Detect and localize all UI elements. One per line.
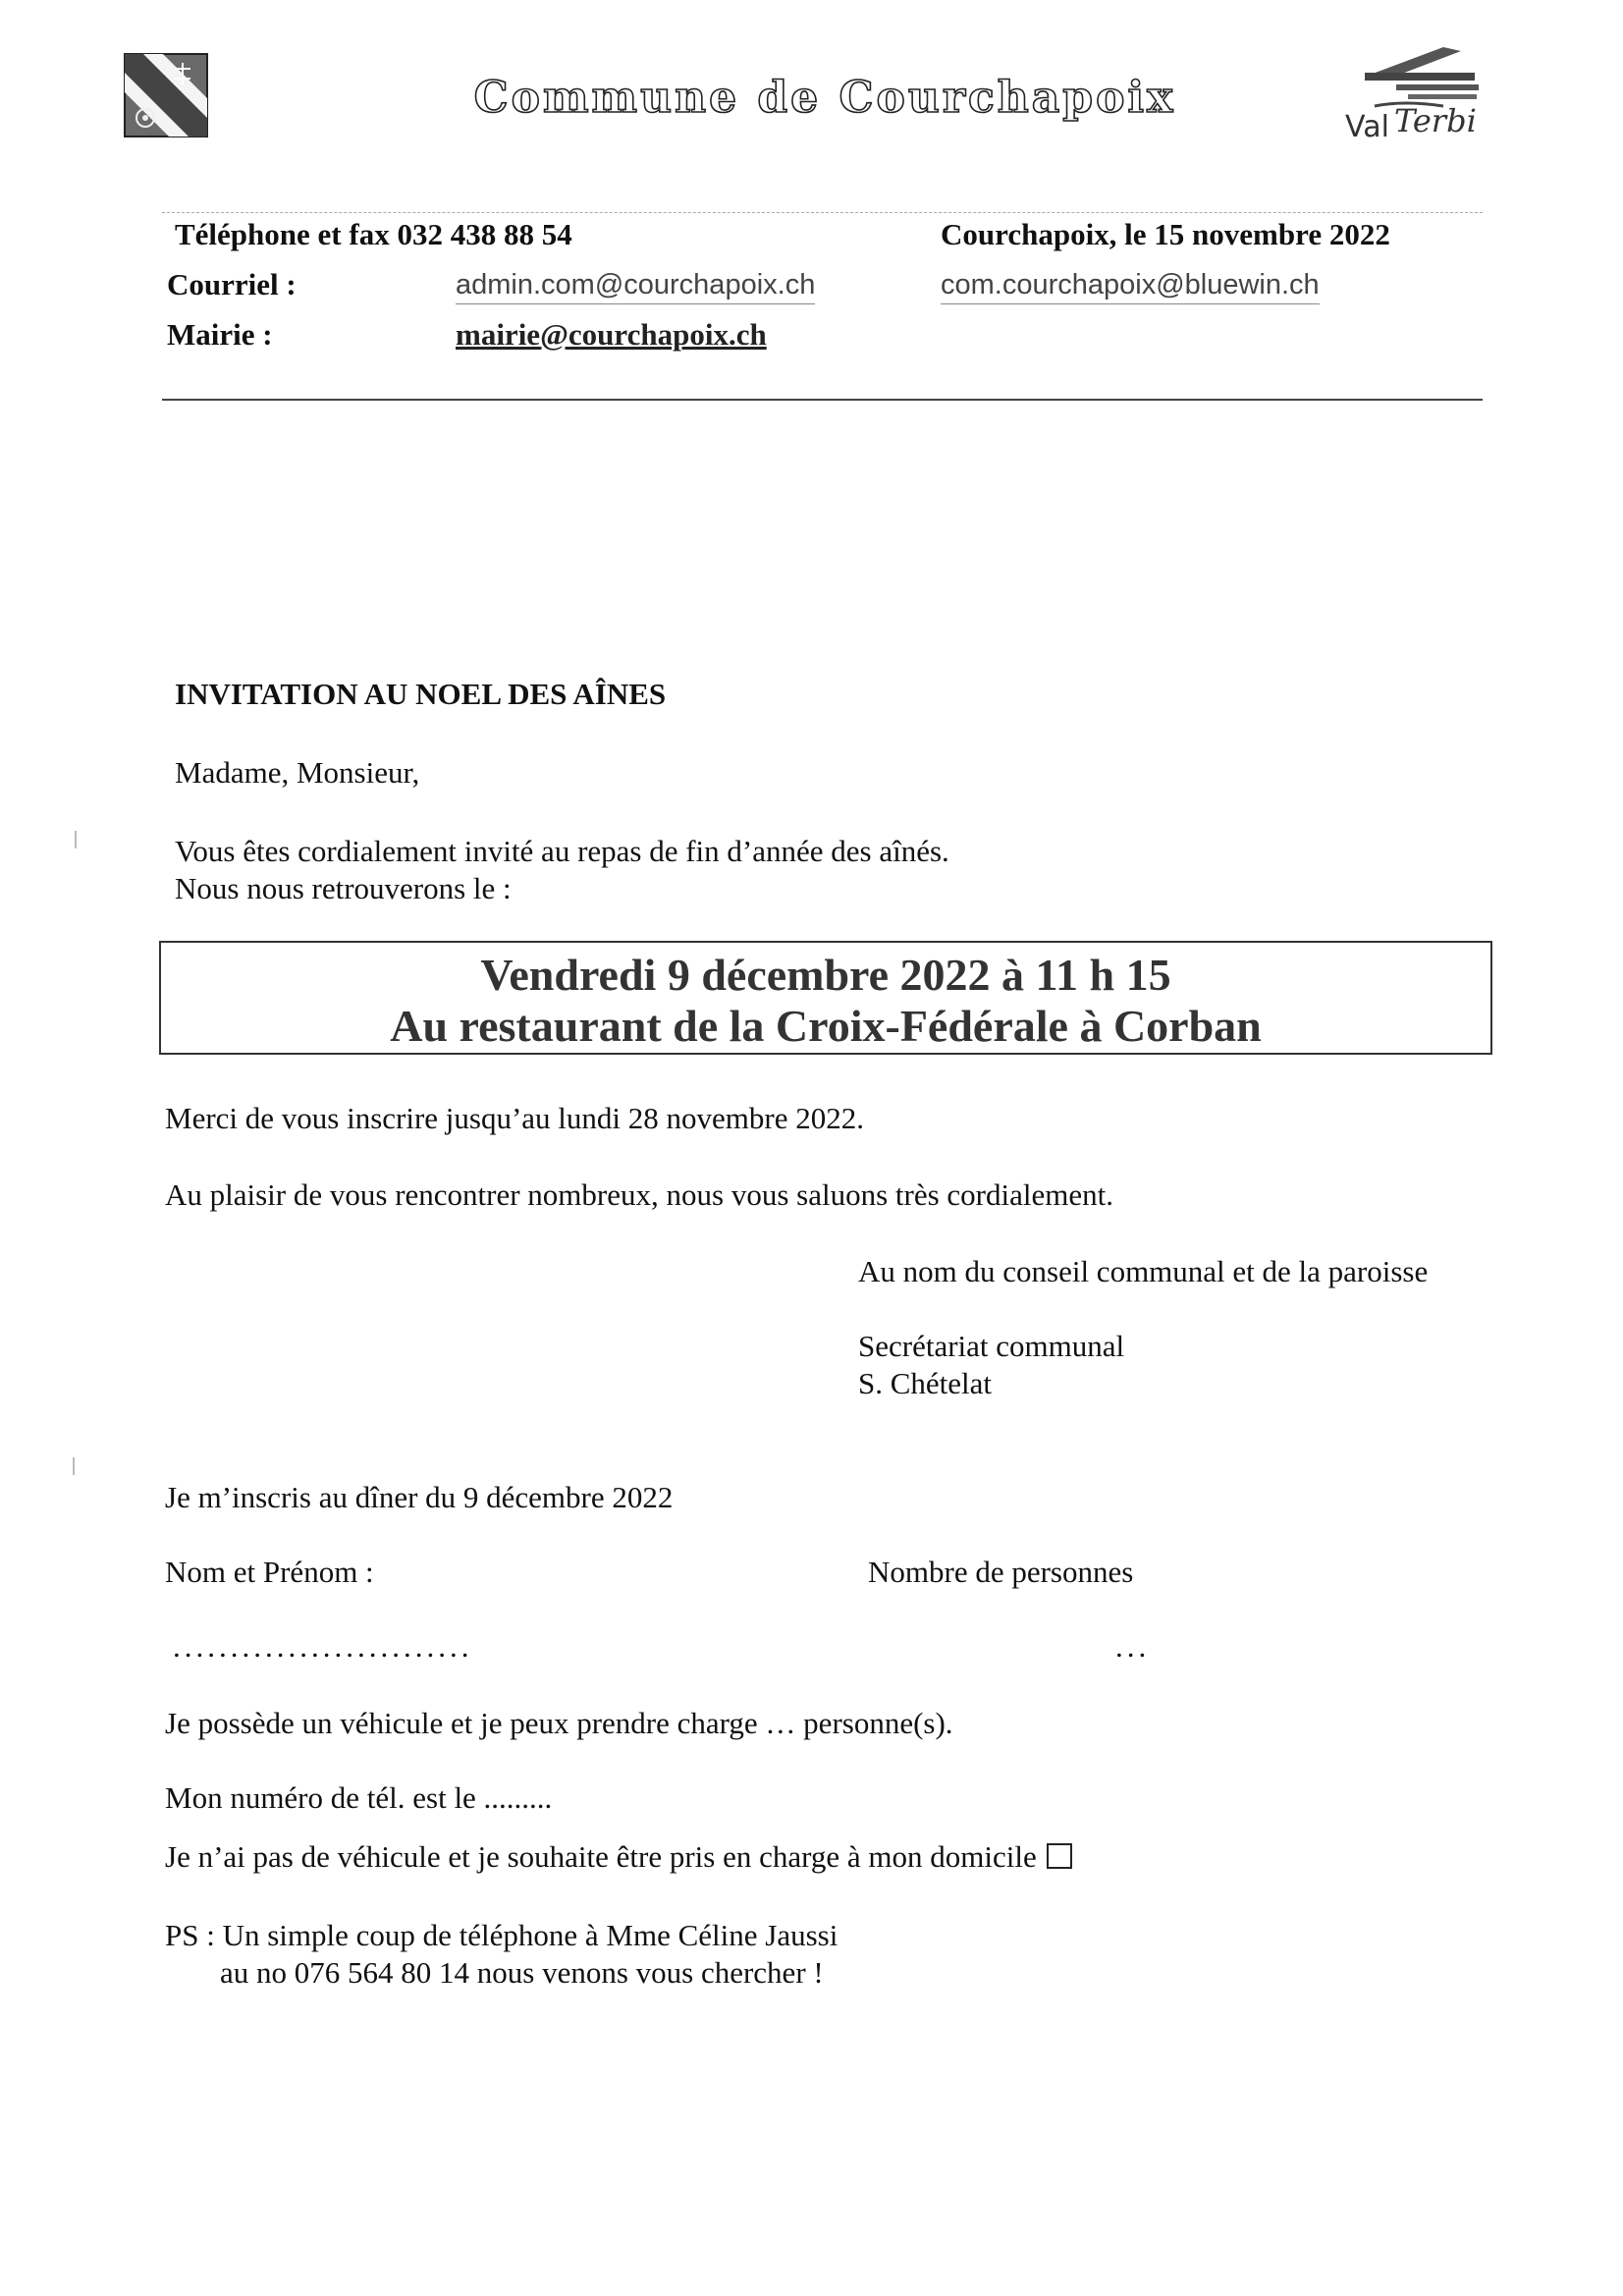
courriel-label: Courriel : xyxy=(167,267,297,301)
intro-line-2: Nous nous retrouverons le : xyxy=(175,871,512,905)
invitation-heading: INVITATION AU NOEL DES AÎNES xyxy=(175,677,667,711)
salutation: Madame, Monsieur, xyxy=(175,755,420,790)
event-date: Vendredi 9 décembre 2022 à 11 h 15 xyxy=(480,950,1171,1000)
mairie-label: Mairie : xyxy=(167,317,273,352)
terbi-logo-script: Terbi xyxy=(1394,102,1477,139)
courriel-email-admin-link[interactable]: admin.com@courchapoix.ch xyxy=(456,266,815,304)
ps-line-2: au no 076 564 80 14 nous venons vous chercher ! xyxy=(220,1955,824,1990)
form-title: Je m’inscris au dîner du 9 décembre 2022 xyxy=(165,1480,674,1514)
name-input-dots[interactable]: .......................... xyxy=(173,1629,473,1664)
place-date: Courchapoix, le 15 novembre 2022 xyxy=(941,217,1390,251)
signature-office: Secrétariat communal xyxy=(858,1329,1125,1363)
closing-line: Au plaisir de vous rencontrer nombreux, nous vous saluons très cordialement. xyxy=(165,1177,1113,1212)
no-vehicle-row xyxy=(165,1838,1072,1876)
header-divider-dotted xyxy=(162,212,1483,213)
persons-input-dots[interactable]: ... xyxy=(1115,1629,1151,1664)
event-place: Au restaurant de la Croix-Fédérale à Corban xyxy=(390,1001,1262,1051)
persons-label: Nombre de personnes xyxy=(868,1555,1134,1589)
event-box xyxy=(159,941,1492,1055)
signature-name: S. Chételat xyxy=(858,1366,993,1400)
scan-mark xyxy=(73,1457,75,1475)
intro-line-1: Vous êtes cordialement invité au repas de fin d’année des aînés. xyxy=(175,834,949,868)
no-vehicle-line: Je n’ai pas de véhicule et je souhaite être pris en charge à mon domicile xyxy=(165,1839,1037,1874)
phone-line: Mon numéro de tél. est le ......... xyxy=(165,1780,553,1815)
phone-fax-label: Téléphone et fax 032 438 88 54 xyxy=(175,217,572,251)
courriel-email-bluewin-link[interactable]: com.courchapoix@bluewin.ch xyxy=(941,266,1320,304)
commune-title: Commune de Courchapoix xyxy=(473,73,1176,123)
contact-divider xyxy=(162,399,1483,401)
ps-line-1: PS : Un simple coup de téléphone à Mme Céline Jaussi xyxy=(165,1918,839,1952)
scan-mark xyxy=(75,831,77,848)
val-logo-text: Val xyxy=(1345,110,1389,144)
register-note: Merci de vous inscrire jusqu’au lundi 28 novembre 2022. xyxy=(165,1101,864,1135)
pickup-checkbox[interactable] xyxy=(1047,1843,1072,1869)
mairie-email-link[interactable]: mairie@courchapoix.ch xyxy=(456,317,767,352)
name-label: Nom et Prénom : xyxy=(165,1555,374,1589)
vehicle-line: Je possède un véhicule et je peux prendre charge … personne(s). xyxy=(165,1706,953,1740)
signature-on-behalf: Au nom du conseil communal et de la paroisse xyxy=(858,1254,1429,1288)
coat-of-arms-icon xyxy=(124,53,208,137)
